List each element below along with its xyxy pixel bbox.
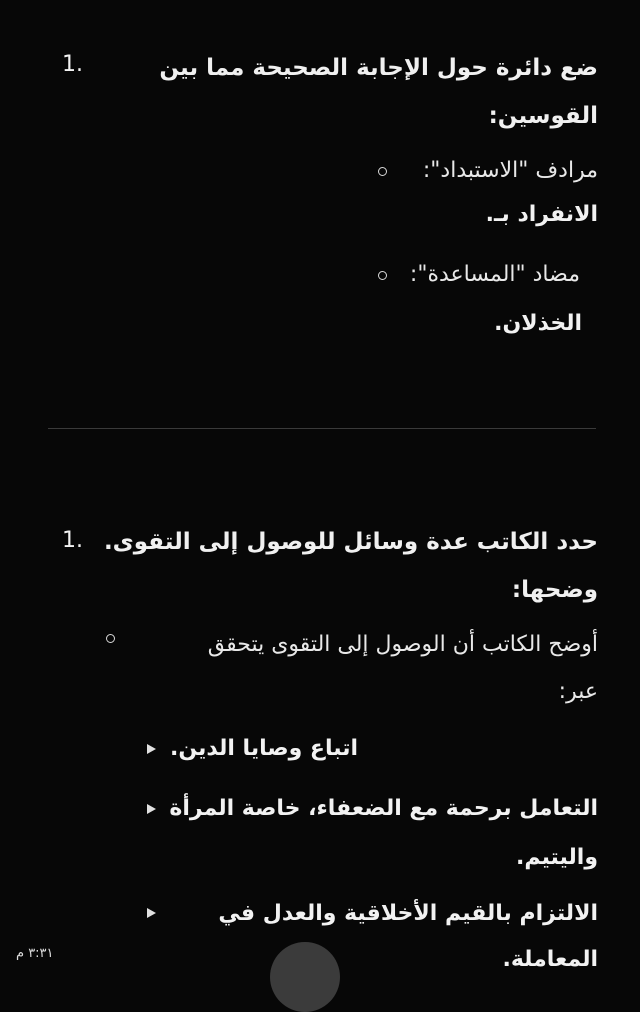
list-item: اتباع وصايا الدين. [169, 736, 358, 761]
list-item-cont: المعاملة. [502, 947, 598, 972]
intro-text: أوضح الكاتب أن الوصول إلى التقوى يتحقق [207, 632, 598, 657]
option-label: مضاد "المساعدة": [409, 262, 580, 287]
question-number: 1. [62, 52, 83, 77]
bullet-triangle-icon [147, 804, 156, 814]
list-item: التعامل برحمة مع الضعفاء، خاصة المرأة [169, 796, 598, 821]
question-title-cont: وضحها: [511, 577, 598, 603]
option-label: مرادف "الاستبداد": [422, 158, 598, 183]
scroll-button[interactable] [270, 942, 340, 1012]
divider [48, 428, 596, 429]
bullet-circle-icon [106, 634, 115, 643]
bullet-triangle-icon [147, 908, 156, 918]
option-answer: الانفراد بـ. [485, 202, 598, 227]
intro-text-cont: عبر: [558, 679, 598, 704]
list-item-cont: واليتيم. [515, 845, 598, 870]
question-number: 1. [62, 528, 83, 553]
question-title: ضع دائرة حول الإجابة الصحيحة مما بين [159, 55, 598, 81]
option-answer: الخذلان. [494, 311, 582, 336]
bullet-circle-icon [378, 167, 387, 176]
list-item: الالتزام بالقيم الأخلاقية والعدل في [218, 901, 598, 926]
timestamp: ٣:٣١ م [16, 946, 54, 961]
question-title-cont: القوسين: [488, 103, 598, 129]
question-title: حدد الكاتب عدة وسائل للوصول إلى التقوى. [103, 529, 598, 555]
